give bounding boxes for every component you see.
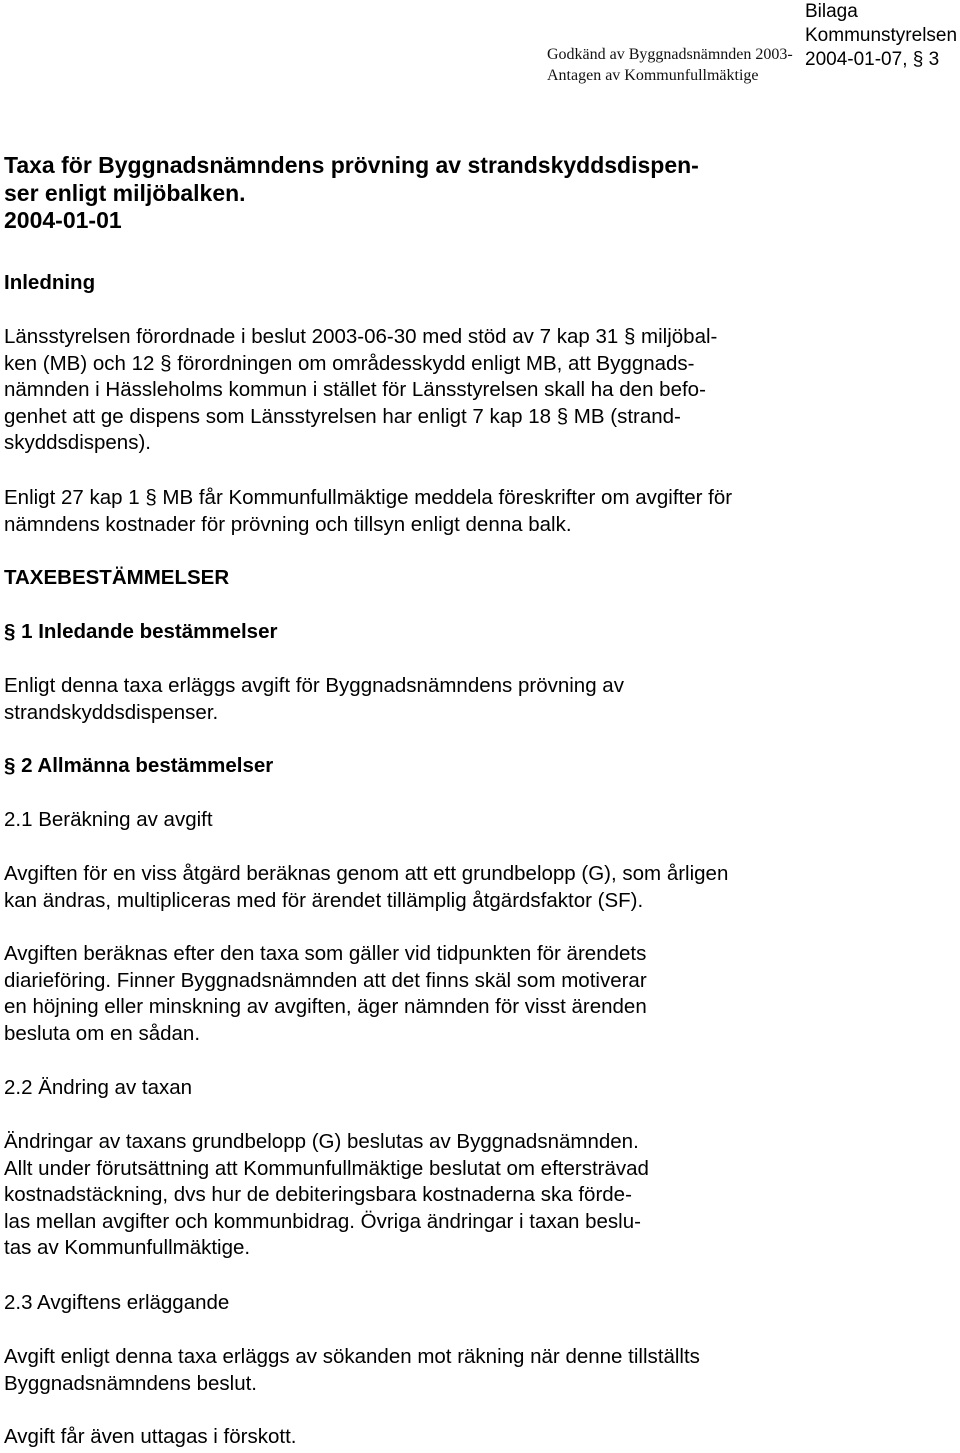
section-2-3-paragraph-2 xyxy=(4,1424,954,1451)
taxebestammelser-heading-text: TAXEBESTÄMMELSER xyxy=(4,566,230,589)
text-line: skyddsdispens). xyxy=(4,431,151,454)
document-title xyxy=(4,152,954,235)
section-1-heading xyxy=(4,619,954,646)
taxebestammelser-heading xyxy=(4,565,954,592)
text-line: nämnden i Hässleholms kommun i stället för Länsstyrelsen skall ha den befo- xyxy=(4,378,706,401)
text-line: Avgift får även uttagas i förskott. xyxy=(4,1425,297,1448)
section-1-text xyxy=(4,673,954,726)
text-line: diarieföring. Finner Byggnadsnämnden att det finns skäl som motiverar xyxy=(4,968,647,992)
text-line: Enligt 27 kap 1 § MB får Kommunfullmäktige meddela föreskrifter om avgifter för xyxy=(4,486,733,509)
text-line: Byggnadsnämndens beslut. xyxy=(4,1371,258,1395)
text-line: kostnadstäckning, dvs hur de debiteringsbara kostnaderna ska förde- xyxy=(4,1183,632,1206)
section-2-2-heading xyxy=(4,1075,954,1102)
text-line: en höjning eller minskning av avgiften, äger nämnden för visst ärenden xyxy=(4,995,647,1018)
intro-paragraph-1 xyxy=(4,324,954,457)
text-line: nämndens kostnader för prövning och tillsyn enligt denna balk. xyxy=(4,512,572,536)
section-2-1-paragraph-2 xyxy=(4,941,954,1047)
section-2-1-paragraph-1 xyxy=(4,861,954,914)
section-1-heading-text: § 1 Inledande bestämmelser xyxy=(4,620,278,643)
attachment-reference xyxy=(805,0,957,72)
text-line: Länsstyrelsen förordnade i beslut 2003-06-30 med stöd av 7 kap 31 § miljöbal- xyxy=(4,325,718,348)
text-line: genhet att ge dispens som Länsstyrelsen har enligt 7 kap 18 § MB (strand- xyxy=(4,404,681,428)
approval-line-1: Godkänd av Byggnadsnämnden 2003- xyxy=(547,46,793,63)
text-line: kan ändras, multipliceras med för ärendet tillämplig åtgärdsfaktor (SF). xyxy=(4,888,644,912)
approval-line-2: Antagen av Kommunfullmäktige xyxy=(547,67,759,84)
section-2-heading-text: § 2 Allmänna bestämmelser xyxy=(4,754,274,777)
section-2-heading xyxy=(4,753,954,780)
text-line: las mellan avgifter och kommunbidrag. Övriga ändringar i taxan beslu- xyxy=(4,1209,641,1233)
section-2-2-paragraph xyxy=(4,1129,954,1262)
section-2-3-heading xyxy=(4,1290,954,1317)
text-line: Ändringar av taxans grundbelopp (G) beslutas av Byggnadsnämnden. xyxy=(4,1130,639,1153)
issuing-body: Kommunstyrelsen xyxy=(805,25,958,46)
bilaga-label: Bilaga xyxy=(805,1,858,22)
title-date: 2004-01-01 xyxy=(4,207,122,233)
section-2-3-heading-text: 2.3 Avgiftens erläggande xyxy=(4,1291,230,1314)
intro-paragraph-2 xyxy=(4,485,954,538)
decision-reference: 2004-01-07, § 3 xyxy=(805,49,940,70)
section-2-1-heading-text: 2.1 Beräkning av avgift xyxy=(4,808,213,831)
text-line: strandskyddsdispenser. xyxy=(4,700,219,724)
intro-heading xyxy=(4,270,954,297)
text-line: Avgift enligt denna taxa erläggs av sökanden mot räkning när denne tillställts xyxy=(4,1345,700,1368)
approval-note xyxy=(547,44,793,86)
title-line-1: Taxa för Byggnadsnämndens prövning av strandskyddsdispen- xyxy=(4,152,699,178)
text-line: Enligt denna taxa erläggs avgift för Byggnadsnämndens prövning av xyxy=(4,674,624,697)
text-line: ken (MB) och 12 § förordningen om områdesskydd enligt MB, att Byggnads- xyxy=(4,351,695,375)
text-line: tas av Kommunfullmäktige. xyxy=(4,1236,251,1259)
text-line: Avgiften beräknas efter den taxa som gäller vid tidpunkten för ärendets xyxy=(4,942,647,965)
title-line-2: ser enligt miljöbalken. xyxy=(4,179,246,206)
text-line: Allt under förutsättning att Kommunfullmäktige beslutat om eftersträvad xyxy=(4,1156,649,1180)
section-2-1-heading xyxy=(4,807,954,834)
text-line: Avgiften för en viss åtgärd beräknas genom att ett grundbelopp (G), som årligen xyxy=(4,862,729,885)
section-2-2-heading-text: 2.2 Ändring av taxan xyxy=(4,1076,193,1099)
text-line: besluta om en sådan. xyxy=(4,1021,201,1045)
intro-heading-text: Inledning xyxy=(4,271,96,294)
section-2-3-paragraph-1 xyxy=(4,1344,954,1397)
